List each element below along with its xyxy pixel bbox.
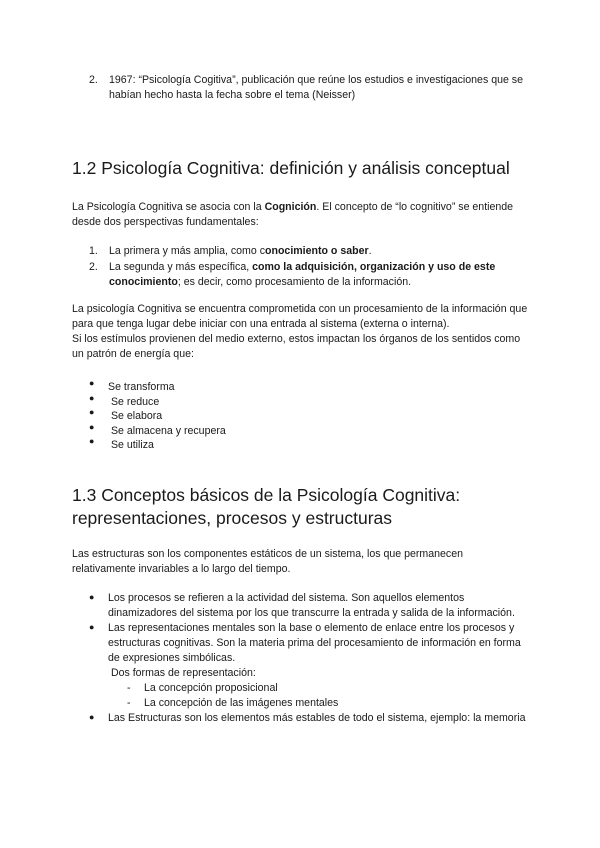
list-item	[89, 421, 389, 436]
bold-term: como la adquisición, organización y uso de este conocimiento	[109, 261, 496, 288]
list-number: 2.	[89, 261, 98, 273]
list-item-structures	[89, 711, 529, 726]
list-number: 2.	[89, 74, 98, 86]
concepts-list	[89, 591, 529, 726]
paragraph-line: Si los estímulos provienen del medio externo, estos impactan los órganos de los sentidos como un patrón de energía que:	[72, 333, 521, 360]
sub-caption: Dos formas de representación:	[108, 667, 256, 679]
sub-list-item	[89, 696, 529, 711]
list-item-text-part: ; es decir, como procesamiento de la información.	[177, 276, 412, 288]
list-item-processes	[89, 591, 529, 621]
bullet-icon: ●	[89, 592, 95, 602]
list-item-text	[89, 244, 529, 259]
bold-term: onocimiento o saber	[265, 245, 369, 257]
bullet-icon: ●	[89, 622, 95, 632]
list-item-text: Se utiliza	[108, 439, 154, 452]
list-item-text: Se reduce	[108, 395, 160, 408]
bullet-icon: ●	[89, 392, 95, 403]
list-item-text: 1967: “Psicología Cogitiva”, publicación que reúne los estudios e investigaciones que se habían hecho hasta la fecha sobre el tema (Neisser)	[109, 74, 523, 101]
sub-list-item	[89, 681, 529, 696]
paragraph-processing	[72, 302, 530, 362]
list-item	[89, 435, 389, 450]
dash-marker: -	[127, 697, 131, 709]
dash-marker: -	[127, 682, 131, 694]
list-item-representations	[89, 621, 529, 711]
list-item-text: Se elabora	[108, 410, 163, 423]
bullet-icon: ●	[89, 712, 95, 722]
section-heading-1-3: 1.3 Conceptos básicos de la Psicología Cognitiva: representaciones, procesos y estructuras	[72, 485, 461, 528]
list-item-text: Las representaciones mentales son la base o elemento de enlace entre los procesos y estructuras cognitivas. Son la materia prima del procesamiento de información en forma de expresiones simbólicas.	[108, 622, 521, 664]
list-item	[89, 392, 389, 407]
sub-list-item-text: La concepción de las imágenes mentales	[144, 697, 339, 709]
perspective-list-item-2	[89, 260, 529, 290]
bullet-icon: ●	[89, 421, 95, 432]
list-item-text: Los procesos se refieren a la actividad del sistema. Son aquellos elementos dinamizadores del sistema por los que transcurre la entrada y salida de la información.	[108, 592, 515, 619]
sub-list-item-text: La concepción proposicional	[144, 682, 278, 694]
bullet-icon: ●	[89, 436, 95, 447]
list-item-text: Se almacena y recupera	[108, 424, 226, 437]
bullet-icon: ●	[89, 407, 95, 418]
list-item-text	[89, 260, 529, 290]
list-item-text: Las Estructuras son los elementos más estables de todo el sistema, ejemplo: la memoria	[108, 712, 526, 724]
perspective-list-item-1	[89, 244, 529, 259]
list-item	[89, 377, 389, 392]
energy-pattern-list	[89, 377, 389, 450]
paragraph-line: La psicología Cognitiva se encuentra comprometida con un procesamiento de la información que para que tenga lugar debe iniciar con una entrada al sistema (externa o interna).	[72, 303, 528, 330]
paragraph-text: La Psicología Cognitiva se asocia con la	[72, 201, 265, 213]
bullet-icon: ●	[89, 378, 95, 388]
list-item	[89, 406, 389, 421]
paragraph-structures: Las estructuras son los componentes estáticos de un sistema, los que permanecen relativamente invariables a lo largo del tiempo.	[72, 548, 464, 575]
list-item-text: Se transforma	[108, 381, 175, 393]
bold-term-cognicion: Cognición	[264, 201, 317, 213]
list-item-text-part: La segunda y más específica,	[109, 261, 253, 273]
list-number: 1.	[89, 245, 98, 257]
intro-list-item-2	[89, 73, 529, 103]
list-item-text-part: .	[368, 245, 372, 257]
list-item-text-part: La primera y más amplia, como c	[109, 245, 266, 257]
paragraph-text: . El concepto de “lo cognitivo” se entiende desde dos perspectivas fundamentales:	[72, 201, 514, 228]
section-heading-1-2: 1.2 Psicología Cognitiva: definición y análisis conceptual	[72, 158, 510, 178]
paragraph-cognition	[72, 200, 528, 230]
